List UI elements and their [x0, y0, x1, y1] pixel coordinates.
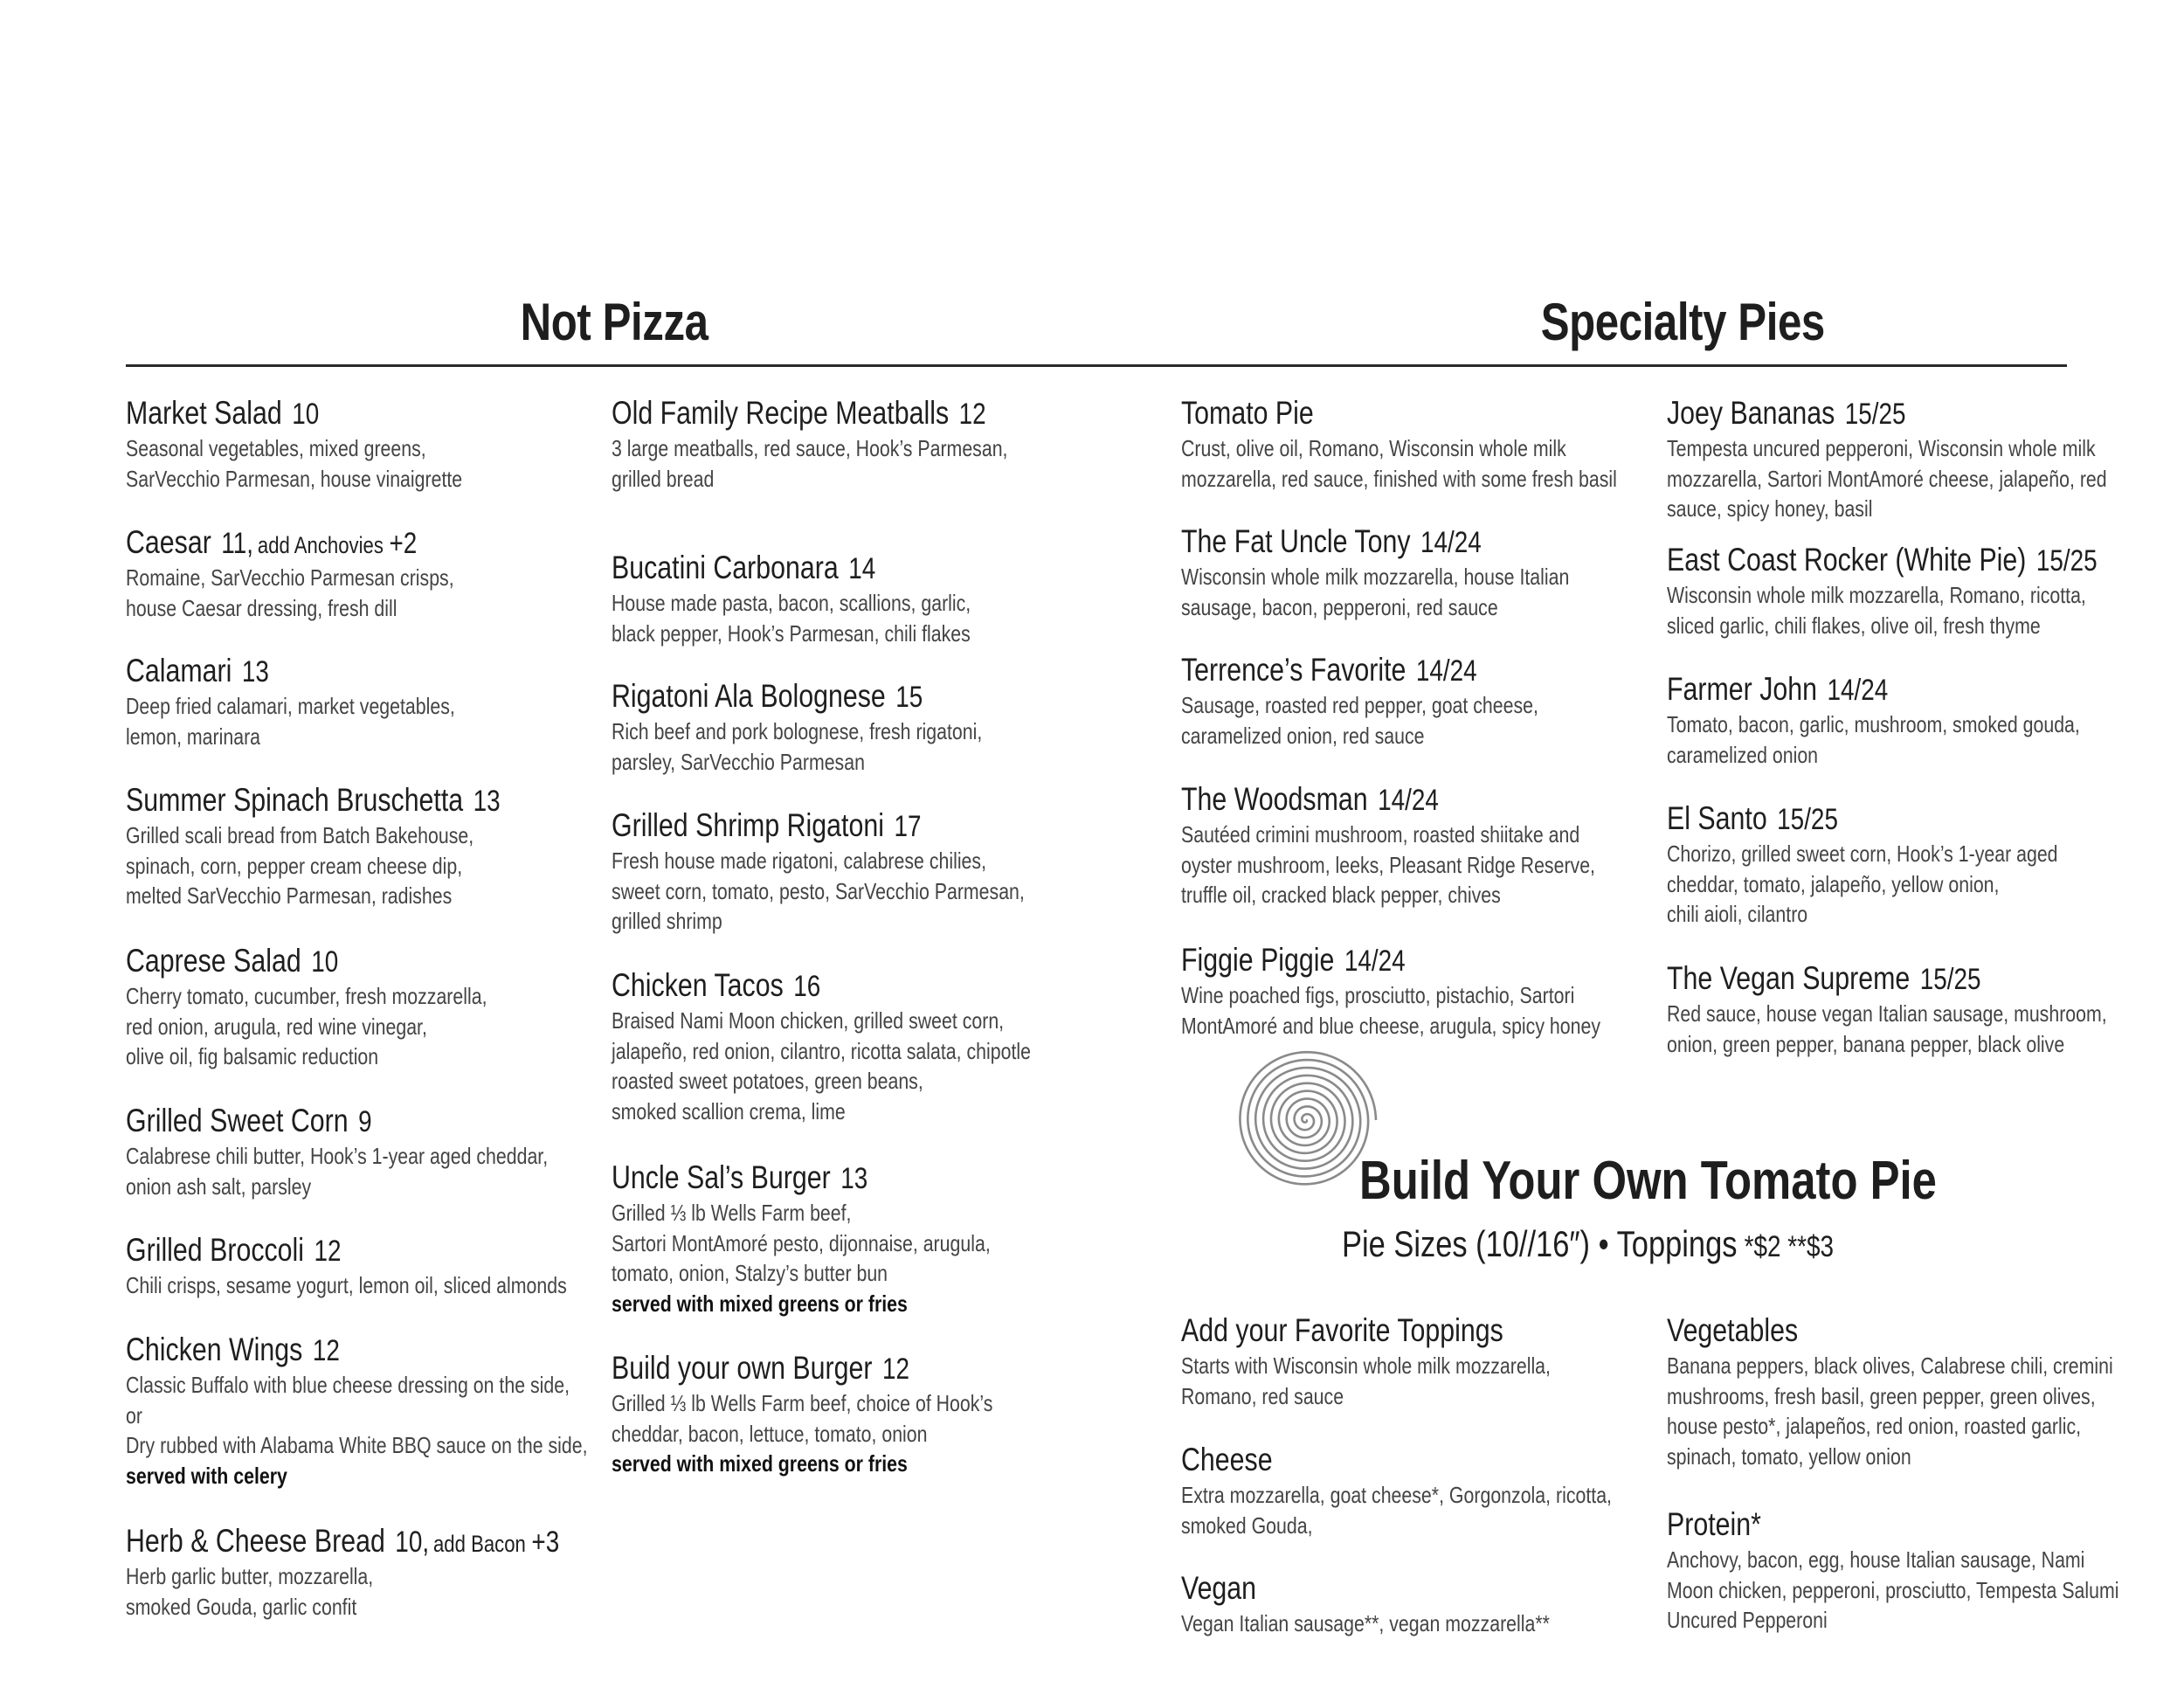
- item-price: 16: [793, 970, 821, 1003]
- item-description: [126, 981, 487, 1072]
- description-line: Seasonal vegetables, mixed greens,: [126, 435, 426, 461]
- item-addon-price: +2: [389, 527, 418, 560]
- description-line: Tomato, bacon, garlic, mushroom, smoked gouda,: [1667, 711, 2080, 737]
- menu-item-uncle-sal-s-burger: [612, 1158, 1074, 1318]
- description-line: sweet corn, tomato, pesto, SarVecchio Parmesan,: [612, 877, 1025, 904]
- menu-item-the-woodsman: [1181, 779, 1686, 910]
- item-name: Market Salad: [126, 395, 282, 431]
- item-header: [126, 780, 501, 820]
- build-your-own-title: Build Your Own Tomato Pie: [1359, 1151, 1937, 1211]
- description-line: house Caesar dressing, fresh dill: [126, 594, 397, 621]
- menu-item-herb-cheese-bread: [126, 1521, 654, 1622]
- item-price: 14/24: [1378, 784, 1439, 817]
- item-name: Caprese Salad: [126, 943, 301, 979]
- description-line: Wine poached figs, prosciutto, pistachio, Sartori: [1181, 982, 1575, 1008]
- item-description: [1181, 820, 1595, 910]
- item-header: [1181, 779, 1595, 820]
- item-description: [1667, 1351, 2113, 1471]
- item-description: [126, 1141, 548, 1201]
- description-line: Deep fried calamari, market vegetables,: [126, 693, 455, 719]
- description-line: parsley, SarVecchio Parmesan: [612, 748, 865, 775]
- item-description: [126, 820, 501, 911]
- menu-item-grilled-shrimp-rigatoni: [612, 806, 1116, 937]
- item-header: [612, 548, 971, 588]
- section-divider: [126, 364, 2067, 367]
- menu-item-rigatoni-ala-bolognese: [612, 676, 1063, 777]
- menu-item-the-vegan-supreme: [1667, 958, 2184, 1059]
- item-name: Build your own Burger: [612, 1350, 873, 1386]
- description-line: spinach, corn, pepper cream cheese dip,: [126, 852, 463, 879]
- description-line: Uncured Pepperoni: [1667, 1607, 1828, 1633]
- item-header: [1181, 1311, 1551, 1351]
- item-header: [126, 1101, 548, 1141]
- item-description: [612, 716, 982, 777]
- item-name: Vegetables: [1667, 1312, 1799, 1348]
- item-description: [1181, 980, 1600, 1041]
- menu-item-grilled-broccoli: [126, 1230, 664, 1301]
- item-price: 15/25: [2035, 544, 2098, 578]
- description-line: Romano, red sauce: [1181, 1382, 1344, 1409]
- description-line: house pesto*, jalapeños, red onion, roasted garlic,: [1667, 1413, 2082, 1439]
- description-line: oyster mushroom, leeks, Pleasant Ridge Reserve,: [1181, 851, 1595, 878]
- item-header: [126, 1521, 559, 1561]
- item-served-with: served with mixed greens or fries: [612, 1450, 908, 1477]
- description-line: or: [126, 1401, 142, 1429]
- description-line: jalapeño, red onion, cilantro, ricotta salata, chipotle: [612, 1037, 1031, 1064]
- description-line: Sartori MontAmoré pesto, dijonnaise, arugula,: [612, 1229, 991, 1256]
- menu-item-calamari: [126, 651, 528, 751]
- description-line: sliced garlic, chili flakes, olive oil, fresh thyme: [1667, 612, 2041, 639]
- menu-item-summer-spinach-bruschetta: [126, 780, 583, 911]
- description-line: House made pasta, bacon, scallions, garlic,: [612, 590, 971, 616]
- description-line: onion ash salt, parsley: [126, 1173, 312, 1200]
- item-price: 11,: [221, 527, 253, 560]
- description-line: MontAmoré and blue cheese, arugula, spicy honey: [1181, 1012, 1600, 1039]
- description-line: Fresh house made rigatoni, calabrese chilies,: [612, 847, 987, 874]
- item-price: 15/25: [1777, 803, 1838, 836]
- item-header: [126, 1230, 567, 1270]
- menu-item-east-coast-rocker-white-pie: [1667, 540, 2184, 640]
- spiral-icon: [1234, 1048, 1379, 1193]
- description-line: Wisconsin whole milk mozzarella, house Italian: [1181, 564, 1570, 590]
- item-description: [126, 433, 462, 494]
- description-line: onion, green pepper, banana pepper, black olive: [1667, 1030, 2065, 1057]
- item-name: El Santo: [1667, 800, 1767, 836]
- item-name: Chicken Tacos: [612, 967, 784, 1003]
- item-name: The Vegan Supreme: [1667, 960, 1911, 996]
- item-description: [1181, 1480, 1612, 1540]
- description-line: smoked Gouda, garlic confit: [126, 1593, 357, 1620]
- item-header: [126, 1330, 588, 1370]
- item-description: [612, 1006, 1031, 1126]
- description-line: Crust, olive oil, Romano, Wisconsin whole milk: [1181, 435, 1566, 461]
- item-name: Cheese: [1181, 1442, 1273, 1477]
- item-name: The Fat Uncle Tony: [1181, 523, 1411, 559]
- item-addon: add Anchovies: [257, 532, 384, 558]
- item-header: [126, 522, 454, 563]
- description-line: Extra mozzarella, goat cheese*, Gorgonzola, ricotta,: [1181, 1482, 1612, 1508]
- item-description: [126, 563, 454, 623]
- item-description: [1667, 580, 2098, 640]
- description-line: grilled bread: [612, 465, 715, 492]
- description-line: tomato, onion, Stalzy’s butter bun: [612, 1260, 888, 1286]
- description-line: sausage, bacon, pepperoni, red sauce: [1181, 593, 1498, 620]
- description-line: smoked Gouda,: [1181, 1512, 1313, 1539]
- menu-item-grilled-sweet-corn: [126, 1101, 640, 1201]
- item-price: 14/24: [1415, 654, 1477, 688]
- item-description: [1667, 433, 2107, 524]
- item-name: Grilled Shrimp Rigatoni: [612, 807, 884, 843]
- description-line: Moon chicken, pepperoni, prosciutto, Tempesta Salumi: [1667, 1576, 2119, 1603]
- description-line: Grilled ⅓ lb Wells Farm beef, choice of Hook’s: [612, 1390, 993, 1416]
- item-price: 14: [848, 552, 876, 585]
- item-name: Joey Bananas: [1667, 395, 1835, 431]
- menu-item-figgie-piggie: [1181, 940, 1692, 1041]
- description-line: smoked scallion crema, lime: [612, 1097, 846, 1124]
- menu-item-terrence-s-favorite: [1181, 650, 1617, 751]
- item-description: [1667, 839, 2058, 930]
- menu-item-joey-bananas: [1667, 393, 2184, 524]
- menu-item-vegan: [1181, 1568, 1631, 1639]
- menu-item-add-your-favorite-toppings: [1181, 1311, 1632, 1411]
- item-description: [612, 588, 971, 648]
- description-line: mushrooms, fresh basil, green pepper, green olives,: [1667, 1382, 2096, 1409]
- item-description: [612, 1388, 992, 1479]
- item-header: [612, 1348, 992, 1388]
- description-line: Grilled scali bread from Batch Bakehouse,: [126, 822, 474, 848]
- menu-item-chicken-tacos: [612, 965, 1123, 1126]
- menu-item-el-santo: [1667, 799, 2144, 930]
- item-price: 12: [958, 398, 986, 431]
- item-name: Add your Favorite Toppings: [1181, 1312, 1503, 1348]
- item-name: Summer Spinach Bruschetta: [126, 782, 464, 818]
- description-line: Braised Nami Moon chicken, grilled sweet corn,: [612, 1007, 1005, 1034]
- menu-item-protein: [1667, 1505, 2184, 1636]
- item-description: [1181, 433, 1617, 494]
- item-description: [126, 1370, 588, 1491]
- item-price: 10: [311, 945, 339, 979]
- item-description: [126, 1270, 567, 1301]
- section-title-not-pizza: Not Pizza: [520, 293, 708, 351]
- item-header: [1181, 522, 1569, 562]
- item-description: [1181, 562, 1569, 622]
- item-name: Figgie Piggie: [1181, 942, 1335, 978]
- item-description: [126, 1561, 559, 1622]
- description-line: mozzarella, red sauce, finished with some fresh basil: [1181, 465, 1617, 492]
- item-header: [1667, 393, 2107, 433]
- topping-prices: *$2 **$3: [1744, 1230, 1834, 1263]
- item-header: [1181, 1568, 1550, 1608]
- description-line: cheddar, tomato, jalapeño, yellow onion,: [1667, 870, 2000, 897]
- item-header: [1667, 958, 2107, 999]
- description-line: spinach, tomato, yellow onion: [1667, 1442, 1911, 1470]
- item-served-with: served with mixed greens or fries: [612, 1290, 908, 1317]
- description-line: Classic Buffalo with blue cheese dressing on the side,: [126, 1372, 570, 1398]
- item-header: [1181, 393, 1617, 433]
- item-price: 15/25: [1844, 398, 1906, 431]
- menu-item-bucatini-carbonara: [612, 548, 1050, 648]
- item-price: 12: [881, 1352, 910, 1386]
- item-description: [1667, 709, 2080, 770]
- description-line: SarVecchio Parmesan, house vinaigrette: [126, 465, 463, 492]
- description-line: Starts with Wisconsin whole milk mozzarella,: [1181, 1352, 1551, 1379]
- item-description: [1181, 1351, 1551, 1411]
- item-price: 10: [292, 398, 320, 431]
- menu-item-chicken-wings: [126, 1330, 689, 1491]
- item-name: Old Family Recipe Meatballs: [612, 395, 950, 431]
- item-addon-price: +3: [531, 1525, 560, 1559]
- item-header: [612, 676, 982, 716]
- menu-item-caesar: [126, 522, 526, 623]
- description-line: sauce, spicy honey, basil: [1667, 495, 1873, 522]
- description-line: 3 large meatballs, red sauce, Hook’s Parmesan,: [612, 435, 1008, 461]
- item-header: [1667, 1505, 2118, 1545]
- menu-item-farmer-john: [1667, 669, 2171, 770]
- description-line: caramelized onion: [1667, 741, 1819, 768]
- description-line: Anchovy, bacon, egg, house Italian sausage, Nami: [1667, 1546, 2085, 1573]
- item-name: Caesar: [126, 524, 211, 560]
- item-header: [1667, 540, 2098, 580]
- item-name: Vegan: [1181, 1570, 1257, 1606]
- description-line: Cherry tomato, cucumber, fresh mozzarella,: [126, 983, 487, 1009]
- description-line: Grilled ⅓ lb Wells Farm beef,: [612, 1200, 852, 1226]
- item-header: [612, 806, 1025, 846]
- menu-item-cheese: [1181, 1440, 1706, 1540]
- item-description: [612, 433, 1007, 494]
- item-header: [126, 393, 462, 433]
- description-line: Vegan Italian sausage**, vegan mozzarella**: [1181, 1610, 1550, 1636]
- item-header: [1181, 650, 1538, 690]
- description-line: cheddar, bacon, lettuce, tomato, onion: [612, 1420, 928, 1447]
- description-line: melted SarVecchio Parmesan, radishes: [126, 882, 453, 909]
- menu-item-market-salad: [126, 393, 536, 494]
- item-header: [126, 941, 487, 981]
- item-served-with: served with celery: [126, 1462, 287, 1489]
- description-line: grilled shrimp: [612, 908, 722, 934]
- menu-item-old-family-recipe-meatballs: [612, 393, 1095, 494]
- item-header: [1667, 799, 2058, 839]
- description-line: Dry rubbed with Alabama White BBQ sauce on the side,: [126, 1432, 588, 1458]
- description-line: Tempesta uncured pepperoni, Wisconsin whole milk: [1667, 435, 2096, 461]
- description-line: Sausage, roasted red pepper, goat cheese,: [1181, 692, 1538, 718]
- item-name: Chicken Wings: [126, 1332, 303, 1367]
- item-name: Grilled Sweet Corn: [126, 1103, 349, 1138]
- pie-sizes-toppings: [1342, 1223, 1834, 1265]
- description-line: olive oil, fig balsamic reduction: [126, 1043, 379, 1069]
- item-name: Bucatini Carbonara: [612, 550, 839, 585]
- item-description: [612, 1198, 991, 1318]
- item-name: The Woodsman: [1181, 781, 1368, 817]
- item-name: Herb & Cheese Bread: [126, 1523, 385, 1559]
- item-name: Terrence’s Favorite: [1181, 652, 1406, 688]
- pie-sizes-label: Pie Sizes (10//16″) • Toppings: [1342, 1223, 1738, 1264]
- item-price: 14/24: [1827, 674, 1889, 707]
- item-name: Rigatoni Ala Bolognese: [612, 678, 886, 714]
- description-line: Sautéed crimini mushroom, roasted shiitake and: [1181, 821, 1580, 847]
- item-price: 15: [895, 681, 923, 714]
- item-price: 12: [312, 1334, 340, 1367]
- item-header: [612, 393, 1007, 433]
- item-price: 13: [241, 655, 269, 688]
- description-line: Chorizo, grilled sweet corn, Hook’s 1-year aged: [1667, 841, 2058, 867]
- description-line: red onion, arugula, red wine vinegar,: [126, 1013, 427, 1040]
- description-line: mozzarella, Sartori MontAmoré cheese, jalapeño, red: [1667, 465, 2107, 492]
- item-price: 14/24: [1344, 944, 1406, 978]
- item-name: Farmer John: [1667, 671, 1817, 707]
- description-line: Chili crisps, sesame yogurt, lemon oil, sliced almonds: [126, 1272, 567, 1298]
- item-header: [1181, 940, 1600, 980]
- item-header: [1667, 1311, 2113, 1351]
- item-name: Uncle Sal’s Burger: [612, 1159, 831, 1195]
- section-title-specialty-pies: Specialty Pies: [1540, 293, 1825, 351]
- item-price: 13: [473, 785, 501, 818]
- item-price: 15/25: [1919, 963, 1981, 996]
- description-line: Wisconsin whole milk mozzarella, Romano, ricotta,: [1667, 582, 2086, 608]
- menu-item-vegetables: [1667, 1311, 2184, 1471]
- item-name: East Coast Rocker (White Pie): [1667, 542, 2027, 578]
- item-header: [1181, 1440, 1612, 1480]
- description-line: roasted sweet potatoes, green beans,: [612, 1068, 923, 1094]
- description-line: Red sauce, house vegan Italian sausage, mushroom,: [1667, 1000, 2107, 1027]
- item-description: [1667, 999, 2107, 1059]
- item-description: [1181, 1608, 1550, 1639]
- item-name: Tomato Pie: [1181, 395, 1314, 431]
- item-price: 12: [314, 1235, 342, 1268]
- item-price: 17: [894, 810, 922, 843]
- description-line: Calabrese chili butter, Hook’s 1-year aged cheddar,: [126, 1143, 549, 1169]
- item-price: 9: [358, 1105, 372, 1138]
- item-description: [126, 691, 455, 751]
- item-header: [126, 651, 455, 691]
- item-description: [1667, 1545, 2118, 1636]
- description-line: Romaine, SarVecchio Parmesan crisps,: [126, 564, 454, 591]
- item-header: [1667, 669, 2080, 709]
- description-line: caramelized onion, red sauce: [1181, 722, 1425, 749]
- menu-item-build-your-own-burger: [612, 1348, 1076, 1479]
- description-line: Herb garlic butter, mozzarella,: [126, 1563, 374, 1589]
- item-price: 10,: [395, 1525, 430, 1559]
- menu-item-caprese-salad: [126, 941, 566, 1072]
- item-description: [612, 846, 1025, 937]
- description-line: truffle oil, cracked black pepper, chives: [1181, 882, 1501, 908]
- item-name: Calamari: [126, 653, 232, 688]
- menu-item-tomato-pie: [1181, 393, 1712, 494]
- description-line: Rich beef and pork bolognese, fresh rigatoni,: [612, 718, 983, 744]
- description-line: black pepper, Hook’s Parmesan, chili flakes: [612, 619, 971, 647]
- item-addon: add Bacon: [432, 1531, 526, 1557]
- description-line: lemon, marinara: [126, 723, 261, 750]
- item-name: Grilled Broccoli: [126, 1232, 305, 1268]
- description-line: chili aioli, cilantro: [1667, 901, 1808, 927]
- item-name: Protein*: [1667, 1506, 1761, 1542]
- menu-item-the-fat-uncle-tony: [1181, 522, 1655, 622]
- item-price: 14/24: [1420, 526, 1482, 559]
- item-header: [612, 965, 1031, 1006]
- description-line: Banana peppers, black olives, Calabrese chili, cremini: [1667, 1352, 2113, 1379]
- item-header: [612, 1158, 991, 1198]
- item-description: [1181, 690, 1538, 751]
- item-price: 13: [840, 1162, 868, 1195]
